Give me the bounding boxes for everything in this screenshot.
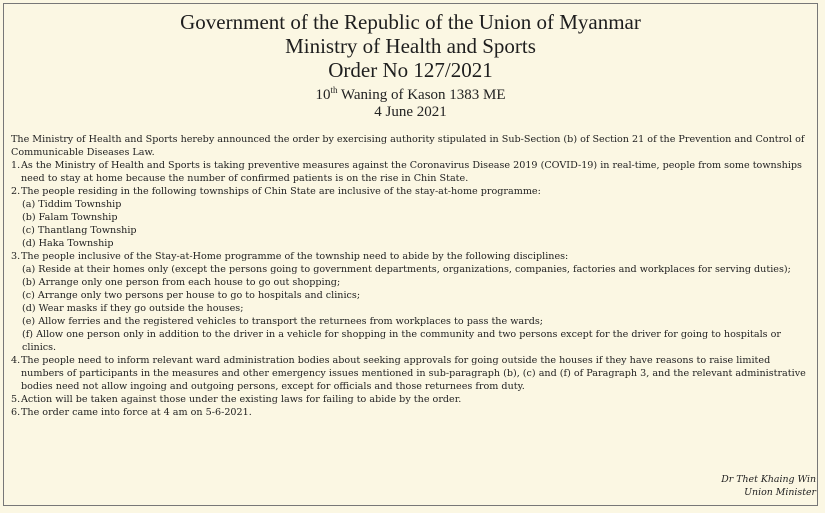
clause-3	[11, 250, 811, 263]
township-item: (d) Haka Township	[22, 238, 114, 249]
order-number: Order No 127/2021	[328, 58, 493, 82]
signature-block	[721, 473, 816, 499]
clause-number: 6.	[11, 407, 21, 418]
signatory-title: Union Minister	[744, 487, 816, 498]
clause-2	[11, 185, 811, 198]
waning-month: Waning of Kason 1383 ME	[337, 87, 506, 103]
government-title: Government of the Republic of the Union of Myanmar	[180, 10, 641, 34]
clause-number: 2.	[11, 186, 21, 197]
order-date: 4 June 2021	[374, 104, 447, 120]
township-item: (b) Falam Township	[22, 212, 118, 223]
waning-day: 10	[315, 87, 331, 103]
clause-text: The people need to inform relevant ward administration bodies about seeking approvals for going outside the houses if they have reasons to raise limited numbers of participants in the measures and other emergency issues mentioned in sub-paragraph (b), (c) and (f) of Paragraph 3, and the relevant administrative bodies need not allow ingoing and outgoing persons, except for officials and those returnees from duty.	[21, 355, 806, 392]
discipline-item: (f) Allow one person only in addition to the driver in a vehicle for shopping in the community and two persons except for the driver for going to hospitals or clinics.	[22, 329, 781, 353]
discipline-item: (b) Arrange only one person from each house to go out shopping;	[22, 277, 341, 288]
clause-number: 5.	[11, 394, 21, 405]
discipline-item: (d) Wear masks if they go outside the houses;	[22, 303, 244, 314]
intro-paragraph: The Ministry of Health and Sports hereby announced the order by exercising authority stipulated in Sub-Section (b) of Section 21 of the Prevention and Control of Communicable Diseases Law.	[11, 134, 805, 158]
clause-5	[11, 393, 811, 406]
discipline-item: (e) Allow ferries and the registered vehicles to transport the returnees from workplaces to pass the wards;	[22, 316, 544, 327]
clause-4	[11, 354, 811, 393]
discipline-item: (c) Arrange only two persons per house to go to hospitals and clinics;	[22, 290, 361, 301]
clause-text: The order came into force at 4 am on 5-6-2021.	[21, 407, 252, 418]
ministry-title: Ministry of Health and Sports	[285, 34, 536, 58]
discipline-item: (a) Reside at their homes only (except the persons going to government departments, organizations, companies, factories and workplaces for serving duties);	[22, 264, 791, 275]
order-body	[11, 133, 811, 419]
clause-number: 4.	[11, 355, 21, 366]
clause-text: As the Ministry of Health and Sports is taking preventive measures against the Coronavirus Disease 2019 (COVID-19) in real-time, people from some townships need to stay at home because the number of confirmed patients is on the rise in Chin State.	[21, 160, 802, 184]
clause-number: 3.	[11, 251, 21, 262]
signatory-name: Dr Thet Khaing Win	[721, 474, 816, 485]
notice-header	[4, 4, 817, 121]
clause-text: The people residing in the following townships of Chin State are inclusive of the stay-at-home programme:	[21, 186, 541, 197]
waning-date	[4, 82, 817, 104]
clause-6	[11, 406, 811, 419]
clause-number: 1.	[11, 160, 21, 171]
clause-text: The people inclusive of the Stay-at-Home programme of the township need to abide by the following disciplines:	[21, 251, 569, 262]
township-item: (c) Thantlang Township	[22, 225, 137, 236]
clause-text: Action will be taken against those under the existing laws for failing to abide by the order.	[21, 394, 462, 405]
waning-ordinal: th	[330, 85, 338, 95]
clause-1	[11, 159, 811, 185]
township-item: (a) Tiddim Township	[22, 199, 122, 210]
